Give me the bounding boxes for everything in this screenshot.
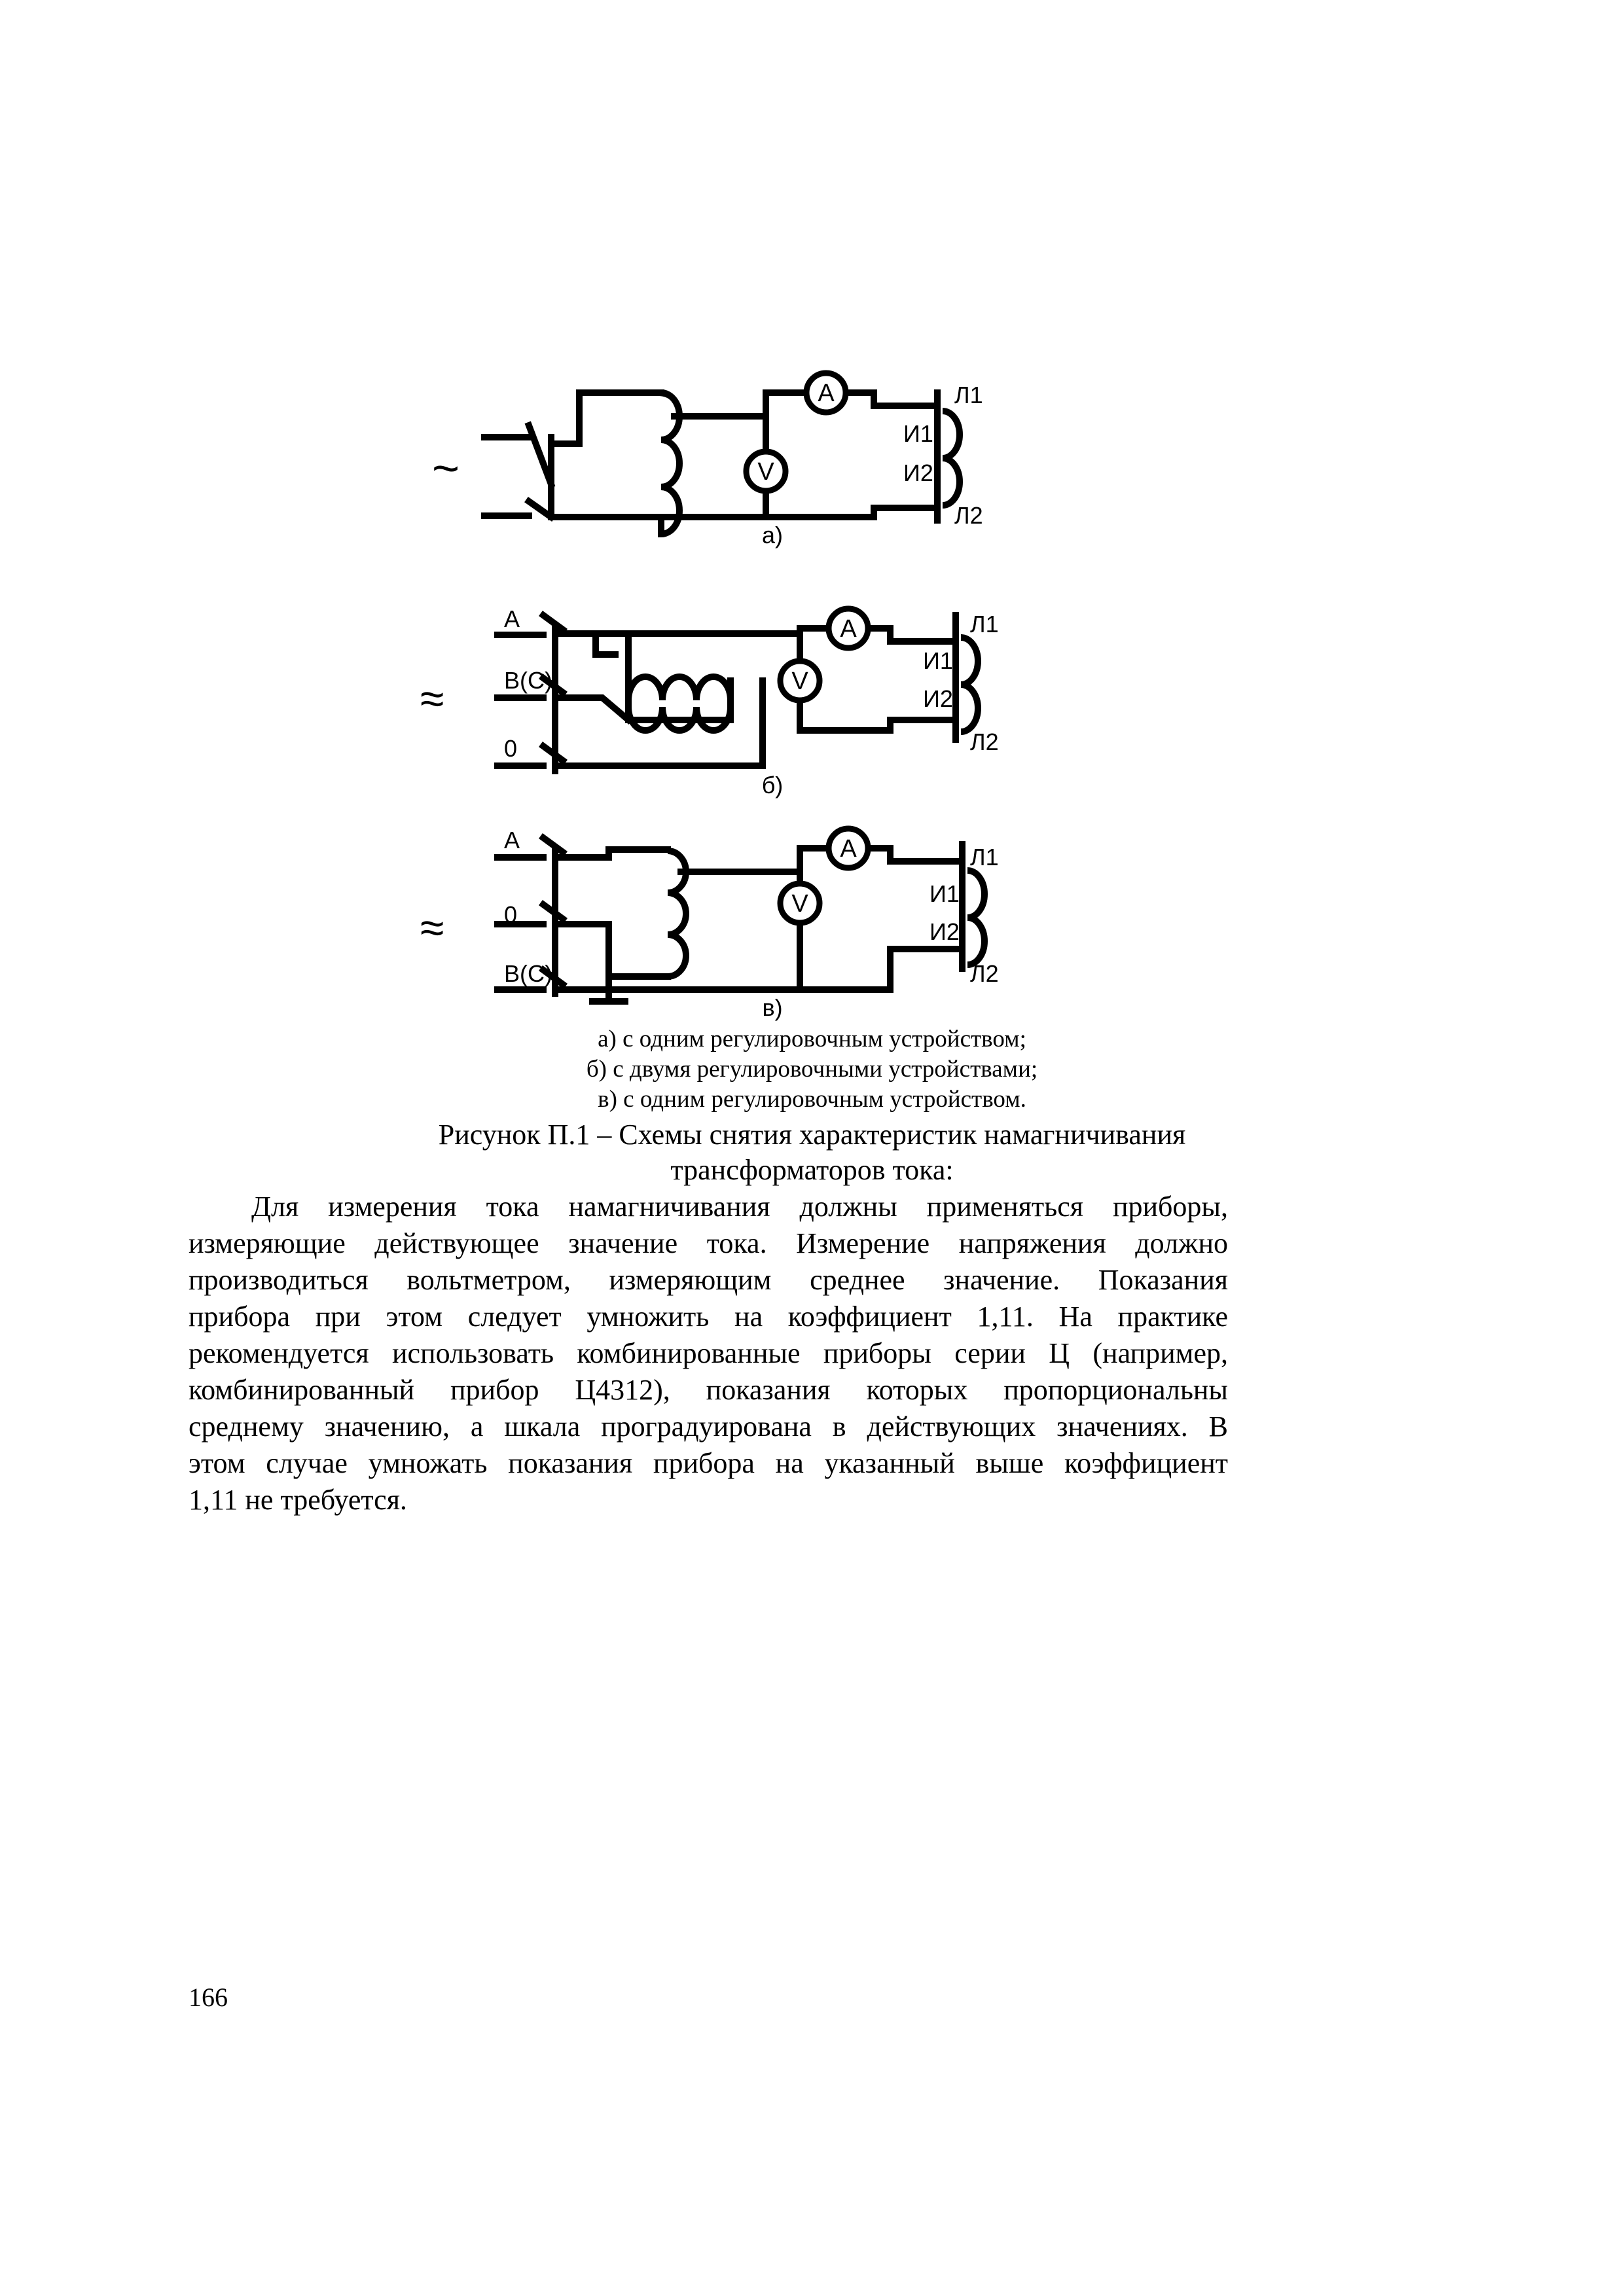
page-number: 166 [189,1982,228,2012]
ct-secondary-coil-b [961,637,978,732]
three-phase-source-symbol: ≈ [420,674,444,723]
ac-source-symbol: ~ [432,442,460,495]
ammeter-label: A [840,835,857,863]
voltmeter-label: V [791,668,808,695]
wire-to-ammeter-a [681,393,805,416]
body-line: измеряющие действующее значение тока. Измерение напряжения должно [189,1227,1228,1259]
voltmeter-label: V [791,890,808,918]
switch-blade-bottom [529,501,551,517]
body-line: Для измерения тока намагничивания должны применяться приборы, [251,1191,1228,1223]
body-line: этом случае умножать показания прибора на указанный выше коэффициент [189,1447,1228,1479]
terminal-l2: Л2 [970,728,999,755]
body-line: среднему значению, а шкала проградуирована в действующих значениях. В [189,1410,1228,1443]
wire-to-l2-c [890,949,962,990]
regulator-coil-bottom [628,677,731,700]
voltmeter-label: V [757,458,774,486]
wire-to-l2-a [874,508,937,517]
terminal-i1: И1 [929,880,960,907]
ammeter-label: A [818,380,835,407]
circuit-diagram-a [432,373,983,548]
caption-item-b: б) с двумя регулировочными устройствами; [586,1056,1038,1083]
terminal-l2: Л2 [954,502,983,529]
input-label-zero: 0 [504,901,518,928]
wire-to-ammeter-c [681,848,828,872]
magnetization-circuit-figure [0,0,1624,1047]
wire-to-autotransformer-c [555,850,668,857]
terminal-i2: И2 [929,918,960,945]
input-label-a: A [504,827,520,853]
input-label-bc: B(C) [504,960,552,987]
figure-title-line-1: Рисунок П.1 – Схемы снятия характеристик намагничивания [438,1119,1186,1151]
terminal-i2: И2 [923,685,953,712]
ct-secondary-coil-c [967,870,984,965]
terminal-l1: Л1 [970,844,999,870]
wire-to-regulator-1 [555,634,628,648]
wire-ammeter-to-l1-c [871,848,962,861]
body-paragraph [189,1189,1228,1518]
circuit-diagram-b [420,605,999,798]
wire-to-regulator-2 [555,698,628,720]
three-phase-source-symbol: ≈ [420,903,444,952]
terminal-l2: Л2 [970,960,999,987]
caption-item-c: в) с одним регулировочным устройством. [598,1086,1026,1113]
terminal-i1: И1 [903,420,933,447]
wire-to-l2-b [890,720,956,730]
caption-item-a: а) с одним регулировочным устройством; [598,1026,1026,1052]
regulator-frame [628,648,731,720]
wire-autotransformer-top [551,393,661,444]
ct-secondary-coil-a [943,411,960,505]
ammeter-label: A [840,615,857,643]
circuit-diagram-c [420,827,999,1021]
terminal-i1: И1 [923,647,953,674]
wire-to-voltmeter-b-bottom [800,700,890,730]
terminal-l1: Л1 [954,382,983,408]
body-line: рекомендуется использовать комбинированные приборы серии Ц (например, [189,1337,1228,1369]
input-label-zero: 0 [504,735,518,762]
wire-ammeter-to-l1-a [848,393,937,406]
figure-title-line-2: трансформаторов тока: [670,1154,954,1186]
terminal-l1: Л1 [970,611,999,637]
body-line: 1,11 не требуется. [189,1484,407,1516]
wire-ammeter-to-l1-b [871,628,956,641]
body-line: прибора при этом следует умножить на коэффициент 1,11. На практике [189,1300,1228,1333]
terminal-i2: И2 [903,459,933,486]
switch-blade-top [529,425,551,484]
diagram-b-sublabel: б) [761,772,784,798]
diagram-c-sublabel: в) [762,994,783,1021]
input-label-bc: B(C) [504,667,552,694]
body-line: производиться вольтметром, измеряющим среднее значение. Показания [189,1264,1228,1296]
body-line: комбинированный прибор Ц4312), показания которых пропорциональны [189,1374,1228,1406]
input-label-a: A [504,605,520,632]
diagram-a-sublabel: а) [761,522,784,548]
